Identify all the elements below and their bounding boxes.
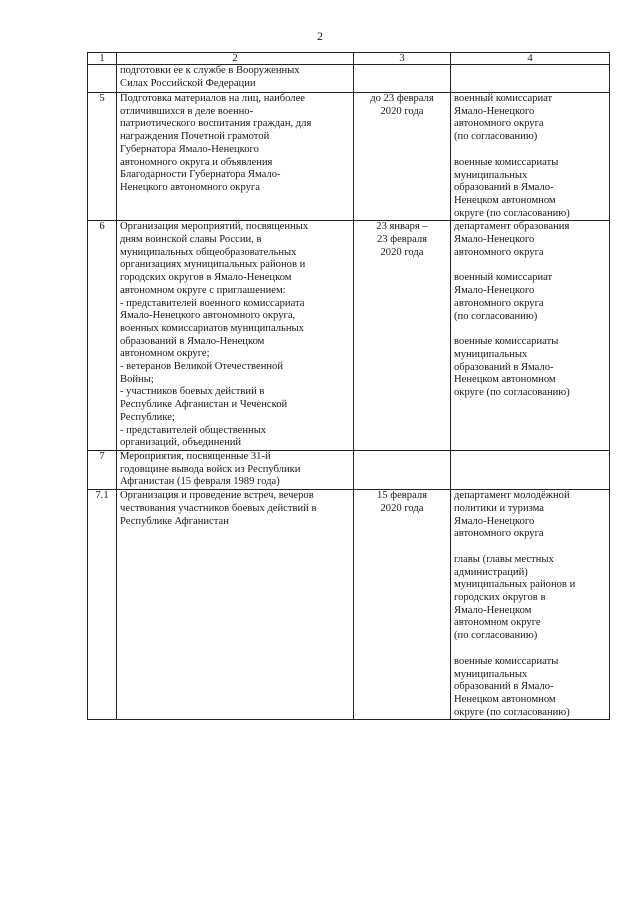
event-line: дням воинской славы России, в: [120, 234, 262, 246]
column-header: 4: [451, 53, 610, 65]
responsible-line: (по согласованию): [454, 310, 538, 322]
group-spacer: [454, 323, 606, 336]
responsible-party: [454, 554, 606, 643]
responsible-line: образований в Ямало-: [454, 182, 554, 194]
responsible-line: (по согласованию): [454, 630, 538, 642]
responsible-line: автономного округа: [454, 297, 544, 309]
event-line: автономного округа и объявления: [120, 156, 273, 168]
responsible-line: Ямало-Ненецкого: [454, 285, 535, 297]
event-line: - представителей общественных: [120, 424, 267, 436]
responsible-line: образований в Ямало-: [454, 681, 554, 693]
table-row: [88, 93, 610, 221]
row-number: [88, 65, 117, 93]
event-line: Войны;: [120, 373, 154, 385]
event-description: [117, 450, 354, 489]
responsible-line: муниципальных: [454, 169, 528, 181]
responsible-parties: [451, 450, 610, 489]
responsible-party: [454, 656, 606, 720]
responsible-line: Ямало-Ненецкого: [454, 234, 535, 246]
responsible-line: автономном округе: [454, 617, 541, 629]
responsible-line: департамент образования: [454, 221, 570, 233]
event-line: организаций, объединений: [120, 437, 242, 449]
event-line: награждения Почетной грамотой: [120, 131, 270, 143]
event-line: образований в Ямало-Ненецком: [120, 335, 265, 347]
responsible-party: [454, 490, 606, 541]
date-line: 15 февраля: [376, 490, 428, 502]
responsible-line: муниципальных: [454, 348, 528, 360]
responsible-line: городских округов в: [454, 592, 546, 604]
responsible-line: Ненецком автономном: [454, 693, 556, 705]
event-line: годовщине вывода войск из Республики: [120, 463, 301, 475]
event-line: Организация мероприятий, посвященных: [120, 221, 309, 233]
group-spacer: [454, 541, 606, 554]
event-line: военных комиссариатов муниципальных: [120, 322, 304, 334]
event-date: [354, 93, 451, 221]
responsible-parties: [451, 65, 610, 93]
group-spacer: [454, 259, 606, 272]
event-line: Губернатора Ямало-Ненецкого: [120, 143, 259, 155]
event-line: чествования участников боевых действий в: [120, 502, 317, 514]
event-line: городских округов в Ямало-Ненецком: [120, 272, 292, 284]
responsible-party: [454, 336, 606, 400]
responsible-party: [454, 157, 606, 221]
responsible-line: муниципальных: [454, 668, 528, 680]
event-line: автономном округе;: [120, 348, 210, 360]
table-row: [88, 490, 610, 720]
responsible-line: муниципальных районов и: [454, 579, 576, 591]
event-line: автономном округе с приглашением:: [120, 284, 286, 296]
date-line: 23 февраля: [376, 234, 428, 246]
responsible-line: военные комиссариаты: [454, 156, 559, 168]
responsible-line: Ямало-Ненецком: [454, 604, 532, 616]
event-description: [117, 490, 354, 720]
responsible-line: Ямало-Ненецкого: [454, 515, 535, 527]
group-spacer: [454, 144, 606, 157]
event-line: Благодарности Губернатора Ямало-: [120, 169, 281, 181]
event-line: Ямало-Ненецкого автономного округа,: [120, 310, 296, 322]
responsible-line: округе (по согласованию): [454, 387, 570, 399]
events-table: [87, 52, 610, 720]
responsible-party: [454, 93, 606, 144]
responsible-line: Ямало-Ненецкого: [454, 105, 535, 117]
date-line: 2020 года: [380, 502, 424, 514]
responsible-line: администраций): [454, 566, 528, 578]
row-number: 6: [88, 221, 117, 451]
event-line: Силах Российской Федерации: [120, 77, 256, 89]
event-description: [117, 221, 354, 451]
responsible-line: главы (главы местных: [454, 553, 554, 565]
responsible-line: (по согласованию): [454, 131, 538, 143]
responsible-parties: [451, 93, 610, 221]
responsible-line: округе (по согласованию): [454, 207, 570, 219]
responsible-line: Ненецком автономном: [454, 374, 556, 386]
row-number: 5: [88, 93, 117, 221]
event-line: Организация и проведение встреч, вечеров: [120, 490, 314, 502]
event-line: отличившихся в деле военно-: [120, 105, 254, 117]
table-row: [88, 221, 610, 451]
event-line: - представителей военного комиссариата: [120, 297, 305, 309]
date-line: 2020 года: [380, 246, 424, 258]
responsible-party: [454, 221, 606, 259]
event-date: [354, 490, 451, 720]
responsible-line: автономного округа: [454, 118, 544, 130]
row-number: 7.1: [88, 490, 117, 720]
event-line: Афганистан (15 февраля 1989 года): [120, 476, 280, 488]
responsible-line: военные комиссариаты: [454, 336, 559, 348]
event-line: патриотического воспитания граждан, для: [120, 118, 312, 130]
row-number: 7: [88, 450, 117, 489]
page-number: 2: [317, 29, 323, 43]
event-line: Республике;: [120, 411, 175, 423]
column-header: 2: [117, 53, 354, 65]
event-line: Ненецкого автономного округа: [120, 181, 260, 193]
responsible-parties: [451, 490, 610, 720]
event-description: [117, 93, 354, 221]
table-header-row: [88, 53, 610, 65]
event-line: - участников боевых действий в: [120, 386, 265, 398]
responsible-line: образований в Ямало-: [454, 361, 554, 373]
group-spacer: [454, 643, 606, 656]
date-line: 23 января –: [376, 221, 428, 233]
column-header: 3: [354, 53, 451, 65]
table-row: [88, 450, 610, 489]
date-line: 2020 года: [380, 105, 424, 117]
responsible-line: военный комиссариат: [454, 272, 553, 284]
date-line: до 23 февраля: [370, 93, 434, 104]
responsible-party: [454, 272, 606, 323]
event-description: [117, 65, 354, 93]
event-date: [354, 450, 451, 489]
responsible-line: военный комиссариат: [454, 93, 553, 104]
table-row: [88, 65, 610, 93]
responsible-line: Ненецком автономном: [454, 194, 556, 206]
event-line: Подготовка материалов на лиц, наиболее: [120, 93, 306, 104]
column-header: 1: [88, 53, 117, 65]
event-line: муниципальных общеобразовательных: [120, 246, 297, 258]
event-date: [354, 221, 451, 451]
responsible-line: автономного округа: [454, 528, 544, 540]
event-line: подготовки ее к службе в Вооруженных: [120, 65, 300, 76]
event-line: Мероприятия, посвященные 31-й: [120, 450, 271, 462]
responsible-parties: [451, 221, 610, 451]
event-line: Республике Афганистан и Чеченской: [120, 399, 288, 411]
event-line: организациях муниципальных районов и: [120, 259, 306, 271]
responsible-line: политики и туризма: [454, 502, 544, 514]
responsible-line: военные комиссариаты: [454, 655, 559, 667]
responsible-line: департамент молодёжной: [454, 490, 570, 502]
event-date: [354, 65, 451, 93]
event-line: Республике Афганистан: [120, 515, 229, 527]
responsible-line: автономного округа: [454, 246, 544, 258]
event-line: - ветеранов Великой Отечественной: [120, 361, 284, 373]
responsible-line: округе (по согласованию): [454, 706, 570, 718]
